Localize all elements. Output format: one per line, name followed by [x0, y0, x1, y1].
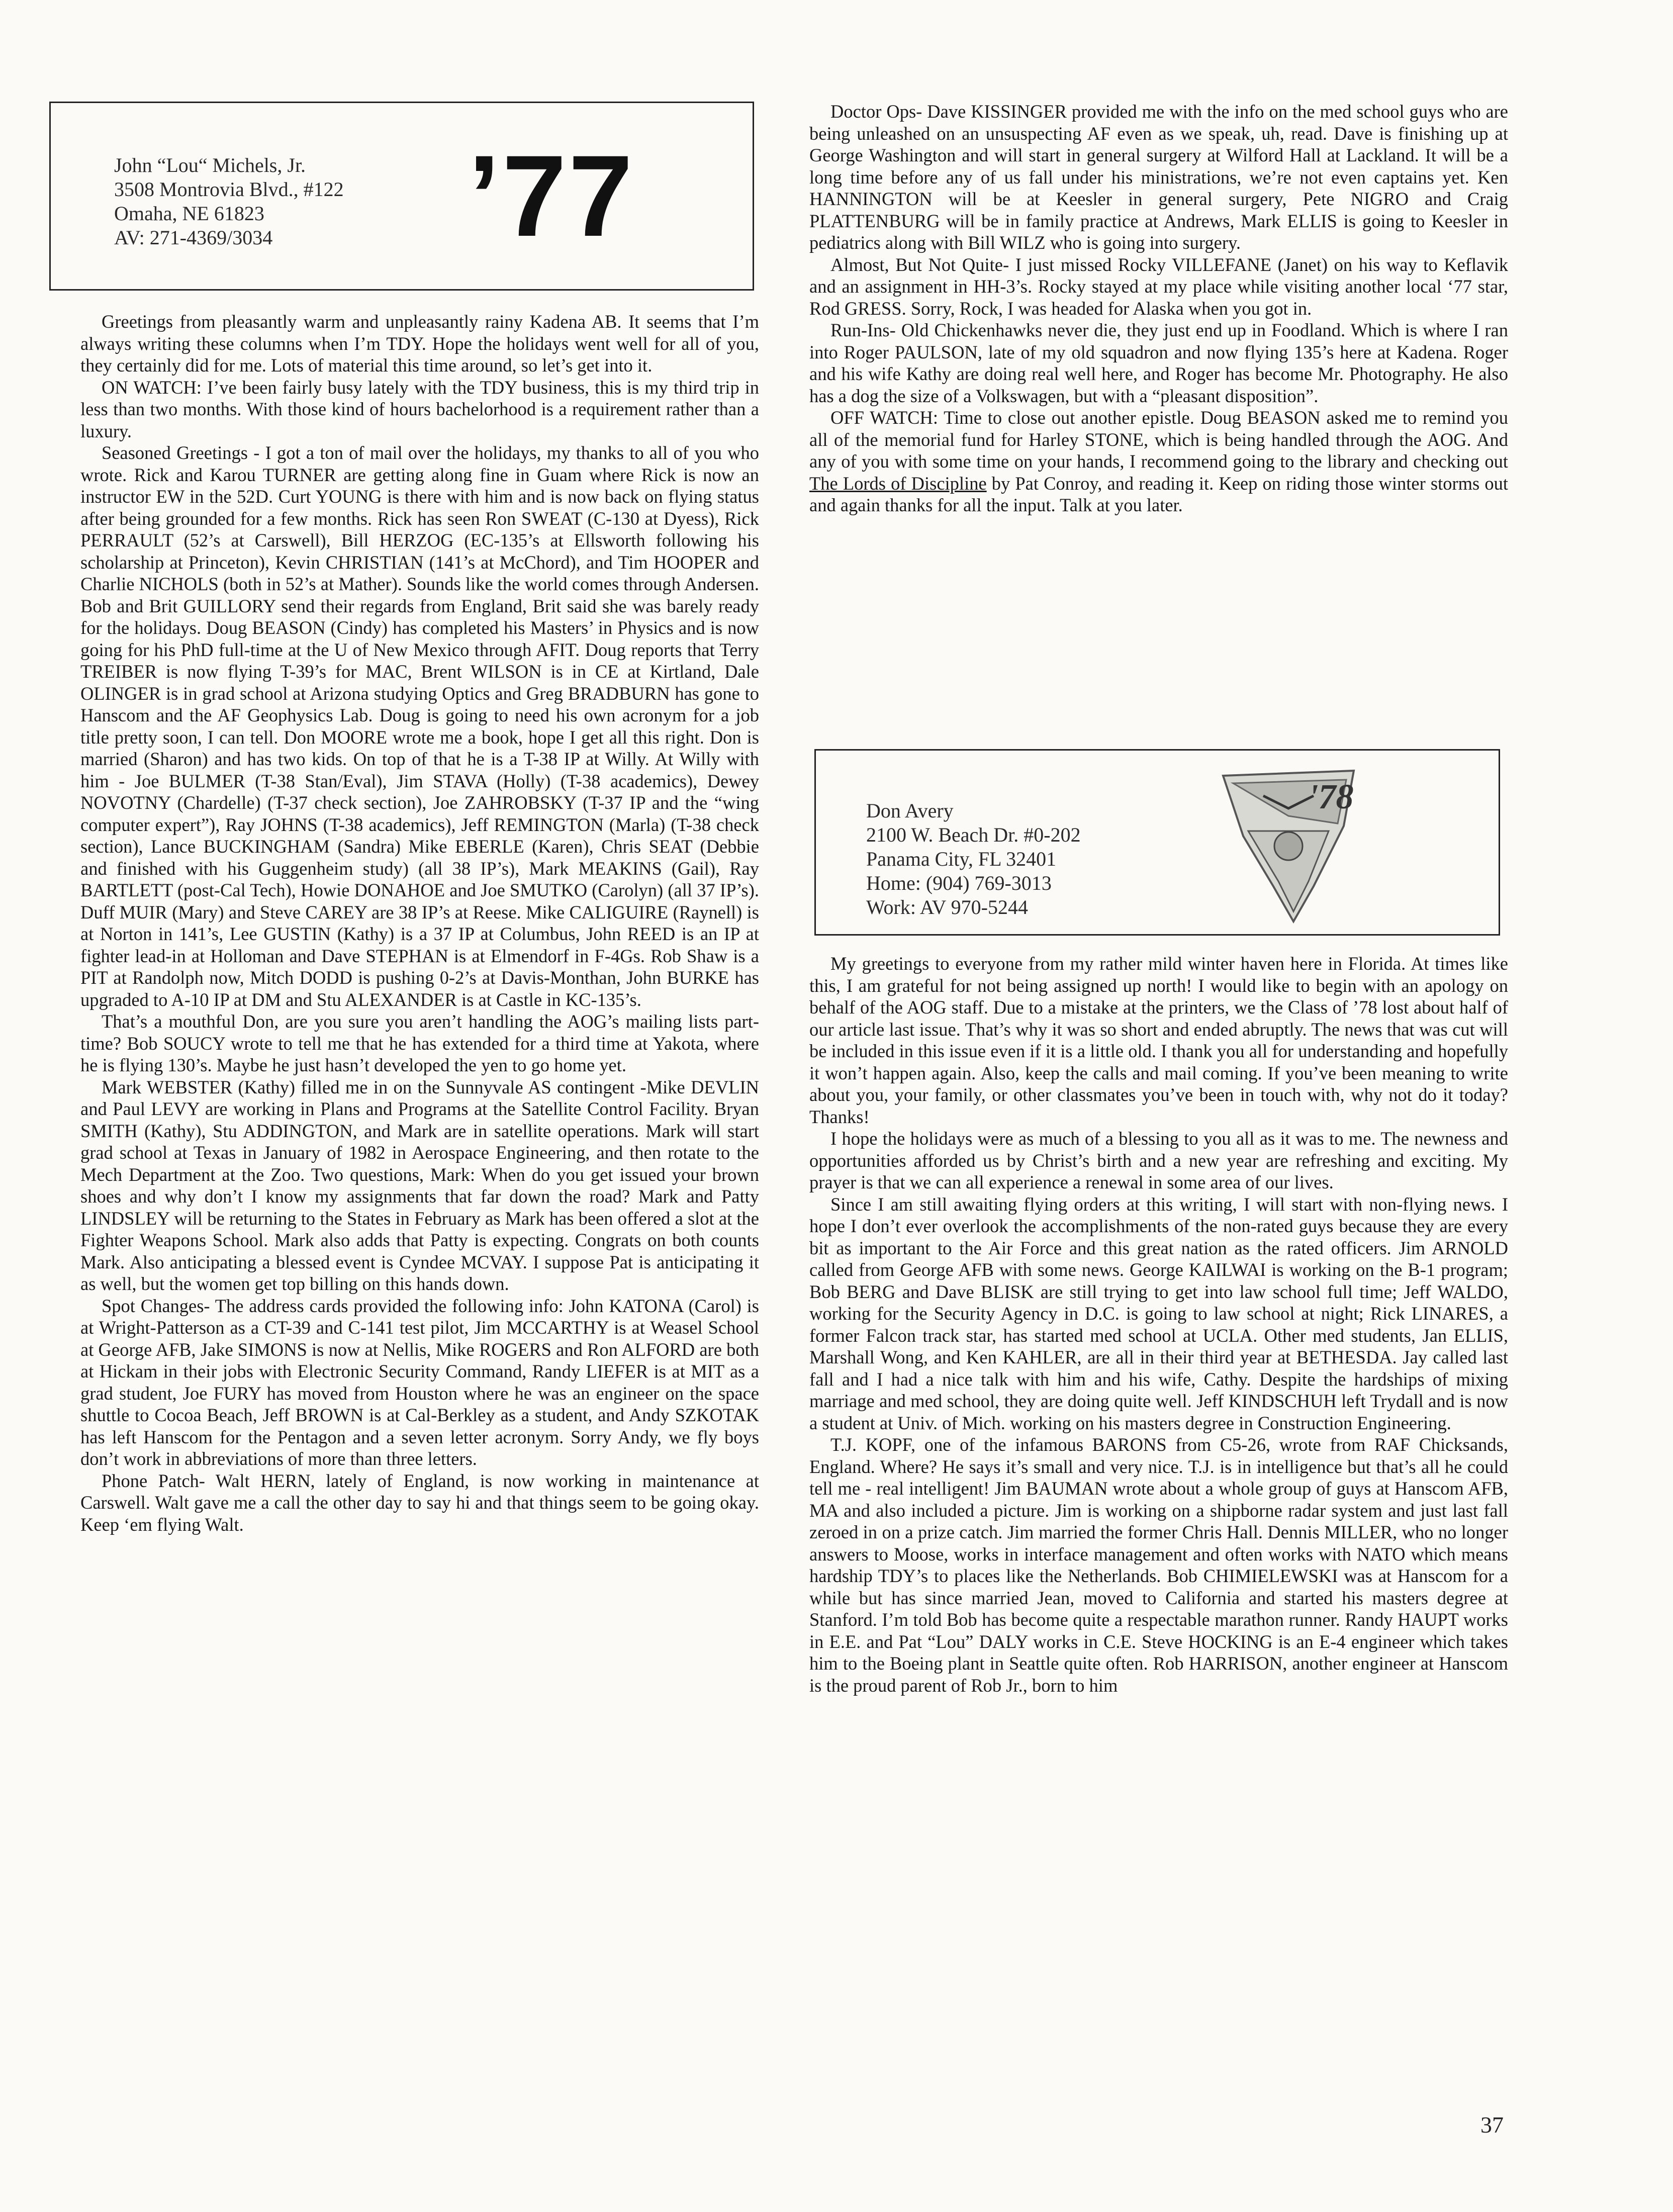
paragraph-text: OFF WATCH: Time to close out another epistle. Doug BEASON asked me to remind you all of the memorial fund for Harley STONE, which is being handled through the AOG. And any of you with some time on your hands, I recommend going to the library and checking out [809, 407, 1508, 472]
paragraph: T.J. KOPF, one of the infamous BARONS from C5-26, wrote from RAF Chicksands, England. Where? He says it’s small and very nice. T.J. is in intelligence but that’s all he could tell me - real intelligent! Jim BAUMAN wrote about a whole group of guys at Hanscom AFB, MA and also included a picture. Jim is working on a shipborne radar system and just last fall zeroed in on a prize catch. Jim married the former Chris Hall. Dennis MILLER, who no longer answers to Moose, works in interface management and often works with NATO which means hardship TDY’s to places like the Netherlands. Bob CHIMIELEWSKI was at Hanscom for a while but has since married Jean, moved to California and started his masters degree at Stanford. I’m told Bob has become quite a respectable marathon runner. Randy HAUPT works in E.E. and Pat “Lou” DALY works in C.E. Steve HOCKING is an E-4 engineer which takes him to the Boeing plant in Seattle quite often. Rob HARRISON, another engineer at Hanscom is the proud parent of Rob Jr., born to him [809, 1434, 1508, 1696]
address-line: Work: AV 970-5244 [866, 896, 1028, 918]
class-77-column-continued [809, 101, 1508, 516]
page-number: 37 [1480, 2112, 1504, 2138]
paragraph: ON WATCH: I’ve been fairly busy lately with the TDY business, this is my third trip in less than two months. With those kind of hours bachelorhood is a requirement rather than a luxury. [80, 377, 759, 441]
paragraph: Seasoned Greetings - I got a ton of mail over the holidays, my thanks to all of you who wrote. Rick and Karou TURNER are getting along fine in Guam where Rick is now an instructor EW in the 52D. Curt YOUNG is there with him and is now back on flying status after being grounded for a few months. Rick has seen Ron SWEAT (C-130 at Dyess), Rick PERRAULT (52’s at Carswell), Bill HERZOG (EC-135’s at Ellsworth following his scholarship at Princeton), Kevin CHRISTIAN (141’s at McChord), and Tim HOOPER and Charlie NICHOLS (both in 52’s at Mather). Sounds like the world comes through Andersen. Bob and Brit GUILLORY send their regards from England, Brit said she was barely ready for the holidays. Doug BEASON (Cindy) has completed his Masters’ in Physics and is now going for his PhD full-time at the U of New Mexico through AFIT. Doug reports that Terry TREIBER is now flying T-39’s for MAC, Brent WILSON is in CE at Kirtland, Dale OLINGER is in grad school at Arizona studying Optics and Greg BRADBURN has gone to Hanscom and the AF Geophysics Lab. Doug is going to need his own acronym for a job title pretty soon, I can tell. Don MOORE wrote me a book, hope I get all this right. Don is married (Sharon) and has two kids. On top of that he is a T-38 IP at Willy. At Willy with him - Joe BULMER (T-38 Stan/Eval), Jim STAVA (Holly) (T-38 academics), Dewey NOVOTNY (Chardelle) (T-37 check section), Joe ZAHROBSKY (T-37 IP and the “wing computer expert”), Ray JOHNS (T-38 academics), Jeff REMINGTON (Marla) (T-38 check section), Lance BUCKINGHAM (Sandra) Mike EBERLE (Karen), Chris SEAT (Debbie and finished with his Guggenheim study) (all 38 IP’s), Mark MEAKINS (Gail), Ray BARTLETT (post-Cal Tech), Howie DONAHOE and Joe SMUTKO (Carolyn) (all 37 IP’s). Duff MUIR (Mary) and Steve CAREY are 38 IP’s at Reese. Mike CALIGUIRE (Raynell) is at Norton in 141’s, Lee GUSTIN (Kathy) is a 37 IP at Columbus, John REED is an IP at fighter lead-in at Holloman and Dave STEPHAN is at Elmendorf in F-4Gs. Rob Shaw is a PIT at Randolph now, Mitch DODD is pushing 0-2’s at Davis-Monthan, John BURKE has upgraded to A-10 IP at DM and Stu ALEXANDER is at Castle in KC-135’s. [80, 442, 759, 1010]
class-78-address [866, 799, 1081, 919]
class-77-address [114, 153, 344, 250]
address-line: 3508 Montrovia Blvd., #122 [114, 178, 344, 201]
paragraph: Almost, But Not Quite- I just missed Rocky VILLEFANE (Janet) on his way to Keflavik and an assignment in HH-3’s. Rocky stayed at my place while visiting another local ‘77 star, Rod GRESS. Sorry, Rock, I was headed for Alaska when you got in. [809, 254, 1508, 319]
paragraph: Greetings from pleasantly warm and unpleasantly rainy Kadena AB. It seems that I’m always writing these columns when I’m TDY. Hope the holidays went well for all of you, they certainly did for me. Lots of material this time around, so let’s get into it. [80, 311, 759, 376]
paragraph: Since I am still awaiting flying orders at this writing, I will start with non-flying news. I hope I don’t ever overlook the accomplishments of the non-rated guys because they are every bit as important to the Air Force and this great nation as the rated officers. Jim ARNOLD called from George AFB with some news. George KAILWAI is working on the B-1 program; Bob BERG and Dave BLISK are still trying to get into law school full time; Jeff WALDO, working for the Security Agency in D.C. is going to law school at night; Rick LINARES, a former Falcon track star, has started med school at UCLA. Other med students, Jan ELLIS, Marshall Wong, and Ken KAHLER, are all in their third year at BETHESDA. Jay called last fall and I had a nice talk with him and his wife, Cathy. Despite the hardships of mixing marriage and med school, they are doing quite well. Jeff KINDSCHUH left Trydall and is now a student at Univ. of Mich. working on his masters degree in Construction Engineering. [809, 1193, 1508, 1433]
paragraph: Run-Ins- Old Chickenhawks never die, they just end up in Foodland. Which is where I ran into Roger PAULSON, late of my old squadron and now flying 135’s here at Kadena. Roger and his wife Kathy are doing real well here, and Roger has become Mr. Photography. He also has a dog the size of a Volkswagen, but with a “pleasant disposition”. [809, 320, 1508, 406]
address-line: Home: (904) 769-3013 [866, 872, 1052, 894]
class-78-column-text [809, 953, 1508, 1696]
class-77-column-text [80, 311, 759, 1535]
paragraph: Mark WEBSTER (Kathy) filled me in on the Sunnyvale AS contingent -Mike DEVLIN and Paul LEVY are working in Plans and Programs at the Satellite Control Facility. Bryan SMITH (Kathy), Stu ADDINGTON, and Mark are in satellite operations. Mark will start grad school at Texas in January of 1982 in Aerospace Engineering, and then rotate to the Mech Department at the Zoo. Two questions, Mark: When do you get issued your brown shoes and why don’t I know my assignments that far down the road? Mark and Patty LINDSLEY will be returning to the States in February as Mark has been offered a slot at the Fighter Weapons School. Mark also adds that Patty is expecting. Congrats on both counts Mark. Also anticipating a blessed event is Cyndee MCVAY. I suppose Pat is anticipating it as well, but the women get top billing on this hands down. [80, 1076, 759, 1294]
address-line: AV: 271-4369/3034 [114, 226, 273, 249]
address-line: John “Lou“ Michels, Jr. [114, 154, 306, 176]
class-year-heading: ’77 [468, 131, 635, 260]
book-title: The Lords of Discipline [809, 473, 987, 494]
address-line: Panama City, FL 32401 [866, 848, 1057, 870]
address-line: Don Avery [866, 799, 954, 822]
paragraph: My greetings to everyone from my rather mild winter haven here in Florida. At times like this, I am grateful for not being assigned up north! I would like to begin with an apology on behalf of the AOG staff. Due to a mistake at the printers, we the Class of ’78 lost about half of our article last issue. That’s why it was so short and ended abruptly. The news that was cut will be included in this issue even if it is a little old. I thank you all for understanding and hopefully it won’t happen again. Also, keep the calls and mail coming. If you’ve been meaning to write about you, your family, or other classmates you’ve been in touch with, why not do it today? Thanks! [809, 953, 1508, 1127]
class-78-crest-icon [1213, 761, 1364, 927]
class-78-address-box [814, 749, 1500, 936]
paragraph: Spot Changes- The address cards provided the following info: John KATONA (Carol) is at Wright-Patterson as a CT-39 and C-141 test pilot, Jim MCCARTHY is at Weasel School at George AFB, Jake SIMONS is now at Nellis, Mike ROGERS and Ron ALFORD are both at Hickam in their jobs with Electronic Security Command, Randy LIEFER is at MIT as a grad student, Joe FURY has moved from Houston where he was an engineer on the space shuttle to Cocoa Beach, Jeff BROWN is at Cal-Berkley as a student, and Andy SZKOTAK has left Hanscom for the Pentagon and a seven letter acronym. Sorry Andy, we fly boys don’t work in abbreviations of more than three letters. [80, 1295, 759, 1469]
paragraph [809, 407, 1508, 516]
paragraph: Phone Patch- Walt HERN, lately of England, is now working in maintenance at Carswell. Walt gave me a call the other day to say hi and that things seem to be going okay. Keep ‘em flying Walt. [80, 1470, 759, 1535]
paragraph-text: by Pat Conroy, and reading it. Keep on riding those winter storms out and again thanks for all the input. Talk at you later. [809, 473, 1508, 515]
class-77-address-box [49, 102, 754, 291]
address-line: 2100 W. Beach Dr. #0-202 [866, 823, 1081, 846]
paragraph: I hope the holidays were as much of a blessing to you all as it was to me. The newness and opportunities afforded us by Christ’s birth and a new year are refreshing and exciting. My prayer is that we can all experience a renewal in some area of our lives. [809, 1128, 1508, 1192]
paragraph: That’s a mouthful Don, are you sure you aren’t handling the AOG’s mailing lists part-time? Bob SOUCY wrote to tell me that he has extended for a third time at Yakota, where he is flying 130’s. Maybe he just hasn’t developed the yen to go home yet. [80, 1011, 759, 1075]
paragraph: Doctor Ops- Dave KISSINGER provided me with the info on the med school guys who are being unleashed on an unsuspecting AF even as we speak, uh, read. Dave is finishing up at George Washington and will start in general surgery at Wilford Hall at Lackland. It will be a long time before any of us fall under his ministrations, we’re not even captains yet. Ken HANNINGTON will be at Keesler in general surgery, Pete NIGRO and Craig PLATTENBURG will be in family practice at Andrews, Mark ELLIS is going to Keesler in pediatrics along with Bill WILZ who is going into surgery. [809, 101, 1508, 253]
crest-year-text: '78 [1309, 778, 1354, 816]
address-line: Omaha, NE 61823 [114, 202, 264, 225]
